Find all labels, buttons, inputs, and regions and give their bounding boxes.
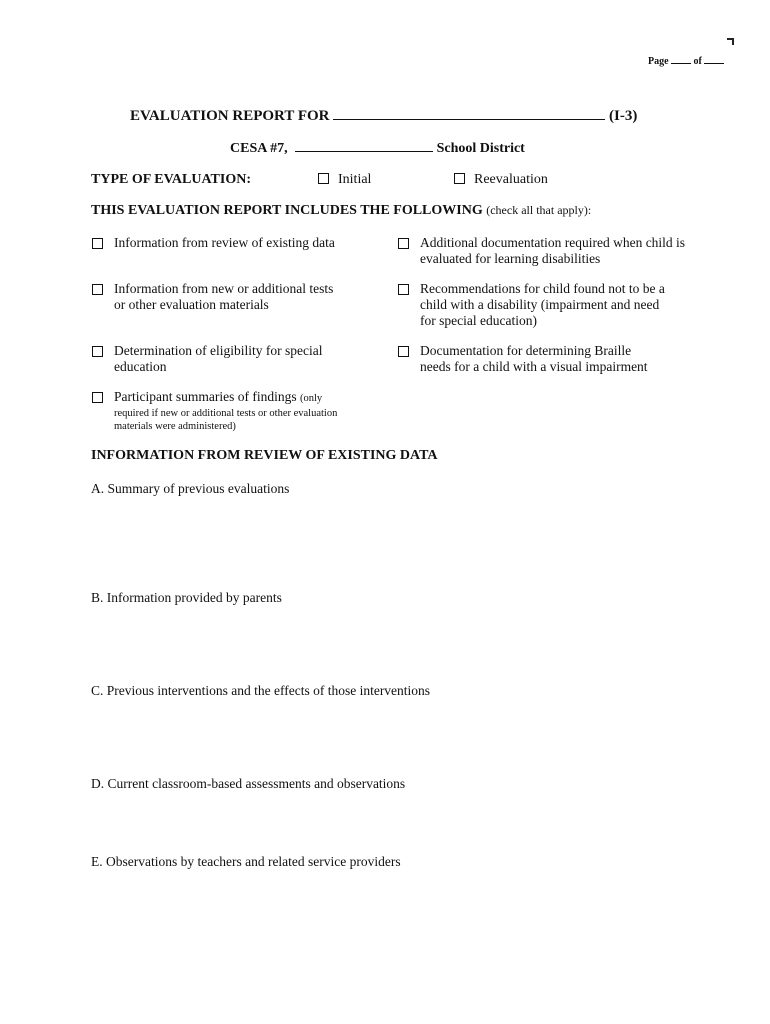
reevaluation-checkbox[interactable] (454, 173, 465, 184)
page-number-field[interactable] (671, 63, 691, 64)
initial-checkbox[interactable] (318, 173, 329, 184)
includes-heading-text: THIS EVALUATION REPORT INCLUDES THE FOLLOWING (91, 203, 483, 218)
includes-heading (91, 203, 591, 219)
checkbox[interactable] (92, 392, 103, 403)
checkbox[interactable] (92, 284, 103, 295)
page-number (648, 56, 724, 67)
page-label: Page (648, 56, 669, 67)
page-of-label: of (693, 56, 702, 67)
student-name-field[interactable] (333, 119, 605, 120)
cesa-label: CESA #7, (230, 141, 288, 156)
form-code: (I-3) (609, 108, 638, 124)
title-lead: EVALUATION REPORT FOR (130, 108, 330, 124)
include-item-label: Documentation for determining Braille needs for a child with a visual impairment (420, 343, 648, 374)
school-district-label: School District (436, 141, 525, 156)
checkbox[interactable] (92, 346, 103, 357)
option-reevaluation[interactable] (454, 172, 548, 188)
district-name-field[interactable] (295, 151, 433, 152)
include-item-participant-summaries[interactable] (92, 389, 337, 433)
include-item-existing-data[interactable] (92, 235, 335, 251)
checkbox[interactable] (398, 238, 409, 249)
corner-mark (727, 38, 734, 45)
report-title (130, 108, 637, 125)
include-item-eligibility[interactable] (92, 343, 322, 375)
option-initial[interactable] (318, 172, 371, 188)
participant-summaries-note: required if new or additional tests or other evaluation materials were administered) (114, 408, 338, 432)
include-item-label: Information from review of existing data (114, 235, 335, 250)
participant-summaries-note-lead: (only (299, 393, 323, 404)
include-item-label: Additional documentation required when child is evaluated for learning disabilities (420, 235, 686, 266)
question-a: A. Summary of previous evaluations (91, 481, 290, 496)
checkbox[interactable] (398, 284, 409, 295)
evaluation-type-label: TYPE OF EVALUATION: (91, 172, 251, 187)
district-line (230, 141, 525, 157)
checkbox[interactable] (398, 346, 409, 357)
include-item-braille[interactable] (398, 343, 648, 375)
existing-data-heading: INFORMATION FROM REVIEW OF EXISTING DATA (91, 448, 438, 463)
initial-label: Initial (338, 172, 372, 187)
include-item-label (114, 389, 337, 433)
include-item-ld-documentation[interactable] (398, 235, 685, 267)
include-item-label: Determination of eligibility for special education (114, 343, 323, 374)
includes-note: (check all that apply): (486, 203, 592, 217)
reevaluation-label: Reevaluation (474, 172, 548, 187)
include-item-label: Information from new or additional tests or other evaluation materials (114, 281, 334, 312)
page-total-field[interactable] (704, 63, 724, 64)
participant-summaries-text: Participant summaries of findings (114, 389, 297, 404)
question-c: C. Previous interventions and the effects of those interventions (91, 683, 431, 698)
question-e: E. Observations by teachers and related service providers (91, 854, 401, 869)
include-item-recommendations[interactable] (398, 281, 665, 329)
question-d: D. Current classroom-based assessments and observations (91, 776, 406, 791)
checkbox[interactable] (92, 238, 103, 249)
question-b: B. Information provided by parents (91, 590, 282, 605)
include-item-label: Recommendations for child found not to be a child with a disability (impairment and need for special education) (420, 281, 665, 328)
include-item-new-tests[interactable] (92, 281, 333, 313)
